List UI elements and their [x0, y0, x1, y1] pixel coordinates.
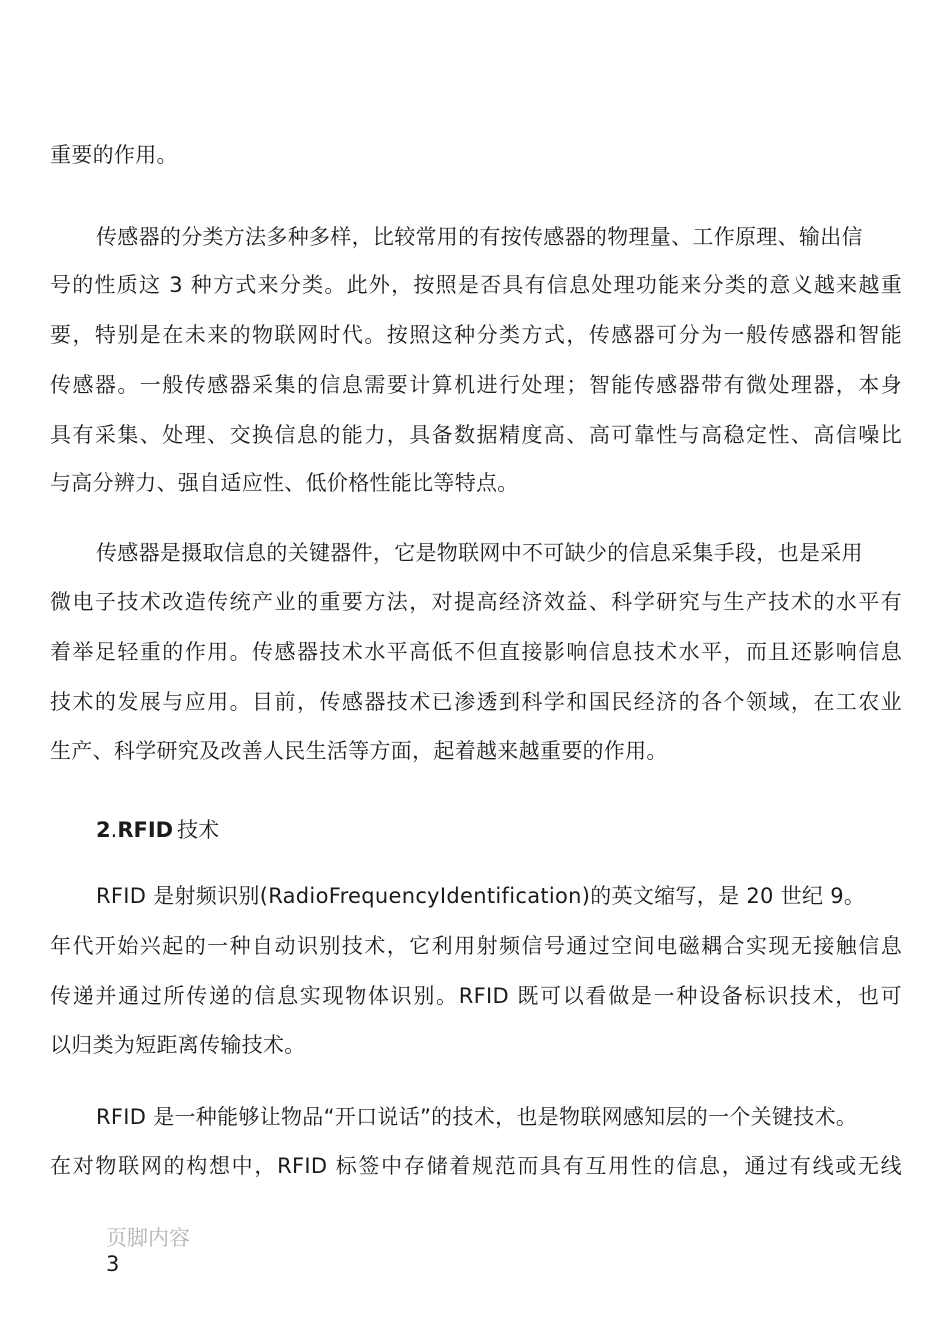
paragraph-line: 传感器的分类方法多种多样，比较常用的有按传感器的物理量、工作原理、输出信 — [96, 225, 863, 249]
paragraph-line: 传感器是摄取信息的关键器件，它是物联网中不可缺少的信息采集手段，也是采用 — [96, 541, 863, 565]
paragraph-line: 传递并通过所传递的信息实现物体识别。RFID 既可以看做是一种设备标识技术，也可 — [50, 984, 902, 1008]
paragraph-line: 与高分辨力、强自适应性、低价格性能比等特点。 — [50, 471, 519, 495]
section-heading — [96, 815, 219, 845]
paragraph-line: 传感器。一般传感器采集的信息需要计算机进行处理；智能传感器带有微处理器，本身 — [50, 373, 902, 397]
heading-separator: . — [110, 818, 118, 842]
paragraph-line: 具有采集、处理、交换信息的能力，具备数据精度高、高可靠性与高稳定性、高信噪比 — [50, 423, 902, 447]
paragraph-line: 着举足轻重的作用。传感器技术水平高低不但直接影响信息技术水平，而且还影响信息 — [50, 640, 902, 664]
paragraph-line: 在对物联网的构想中，RFID 标签中存储着规范而具有互用性的信息，通过有线或无线 — [50, 1154, 902, 1178]
paragraph-line: 号的性质这 3 种方式来分类。此外，按照是否具有信息处理功能来分类的意义越来越重 — [50, 273, 902, 297]
paragraph-line: 技术的发展与应用。目前，传感器技术已渗透到科学和国民经济的各个领域，在工农业 — [50, 690, 902, 714]
heading-number: 2 — [96, 818, 111, 842]
heading-keyword: RFID — [117, 818, 174, 842]
paragraph-line: RFID 是射频识别(RadioFrequencyIdentification)的英文缩写，是 20 世纪 9。 — [96, 884, 866, 908]
paragraph-line: 要，特别是在未来的物联网时代。按照这种分类方式，传感器可分为一般传感器和智能 — [50, 323, 902, 347]
paragraph-line: 重要的作用。 — [50, 143, 178, 167]
paragraph-line: 生产、科学研究及改善人民生活等方面，起着越来越重要的作用。 — [50, 739, 668, 763]
paragraph-line: 年代开始兴起的一种自动识别技术，它利用射频信号通过空间电磁耦合实现无接触信息 — [50, 934, 902, 958]
paragraph-line: RFID 是一种能够让物品“开口说话”的技术，也是物联网感知层的一个关键技术。 — [96, 1105, 858, 1129]
paragraph-line: 以归类为短距离传输技术。 — [50, 1033, 306, 1057]
footer-label: 页脚内容 — [106, 1226, 190, 1250]
heading-text: 技术 — [177, 818, 220, 842]
paragraph-line: 微电子技术改造传统产业的重要方法，对提高经济效益、科学研究与生产技术的水平有 — [50, 590, 902, 614]
page-number: 3 — [106, 1252, 120, 1276]
